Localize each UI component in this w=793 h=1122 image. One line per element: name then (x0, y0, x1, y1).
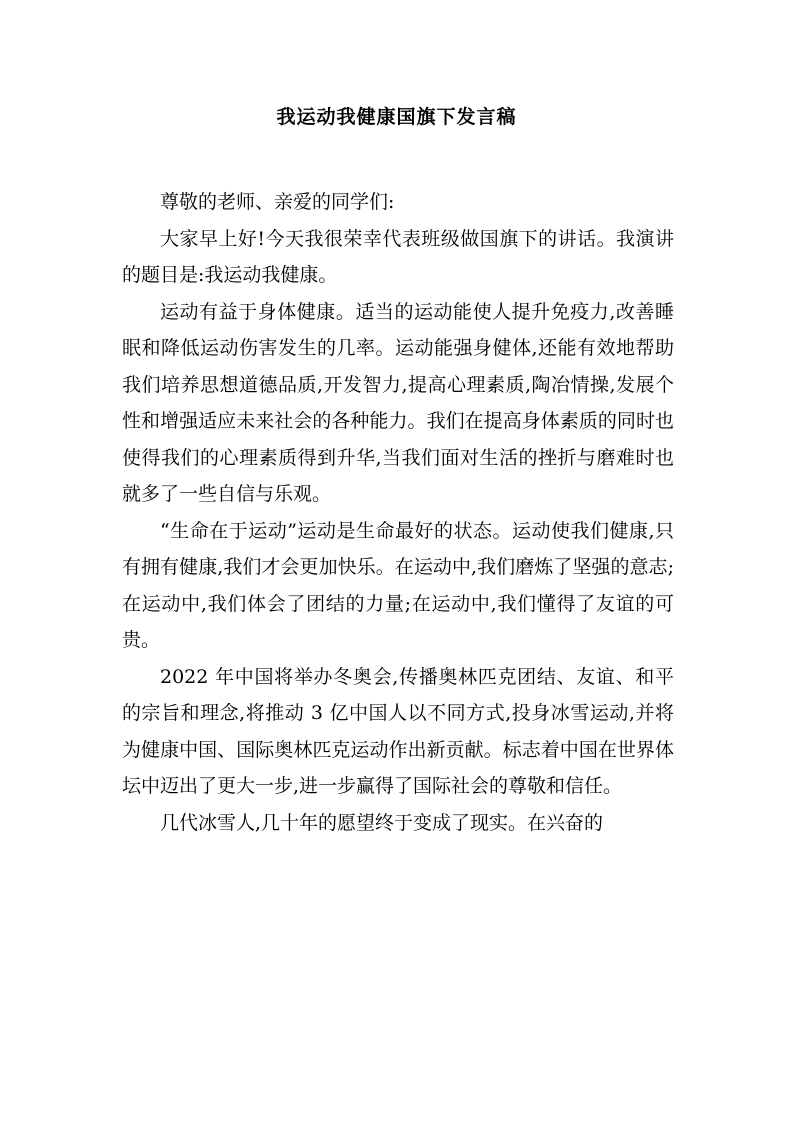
winter-olympics-paragraph: 2022 年中国将举办冬奥会,传播奥林匹克团结、友谊、和平的宗旨和理念,将推动 3 亿中国人以不同方式,投身冰雪运动,并将为健康中国、国际奥林匹克运动作出新贡献。标志着中国在世界体坛中迈出了更大一步,进一步赢得了国际社会的尊敬和信任。 (122, 665, 674, 797)
life-in-motion-paragraph: “生命在于运动”运动是生命最好的状态。运动使我们健康,只有拥有健康,我们才会更加快乐。在运动中,我们磨炼了坚强的意志;在运动中,我们体会了团结的力量;在运动中,我们懂得了友谊的可贵。 (122, 519, 674, 651)
salutation-paragraph: 尊敬的老师、亲爱的同学们: (160, 191, 395, 213)
closing-paragraph: 几代冰雪人,几十年的愿望终于变成了现实。在兴奋的 (160, 811, 604, 834)
health-benefits-paragraph: 运动有益于身体健康。适当的运动能使人提升免疫力,改善睡眠和降低运动伤害发生的几率。运动能强身健体,还能有效地帮助我们培养思想道德品质,开发智力,提高心理素质,陶冶情操,发展个性和增强适应未来社会的各种能力。我们在提高身体素质的同时也使得我们的心理素质得到升华,当我们面对生活的挫折与磨难时也就多了一些自信与乐观。 (122, 300, 674, 505)
document-title: 我运动我健康国旗下发言稿 (276, 106, 517, 128)
greeting-paragraph: 大家早上好!今天我很荣幸代表班级做国旗下的讲话。我演讲的题目是:我运动我健康。 (122, 227, 674, 286)
document-body (122, 184, 674, 841)
